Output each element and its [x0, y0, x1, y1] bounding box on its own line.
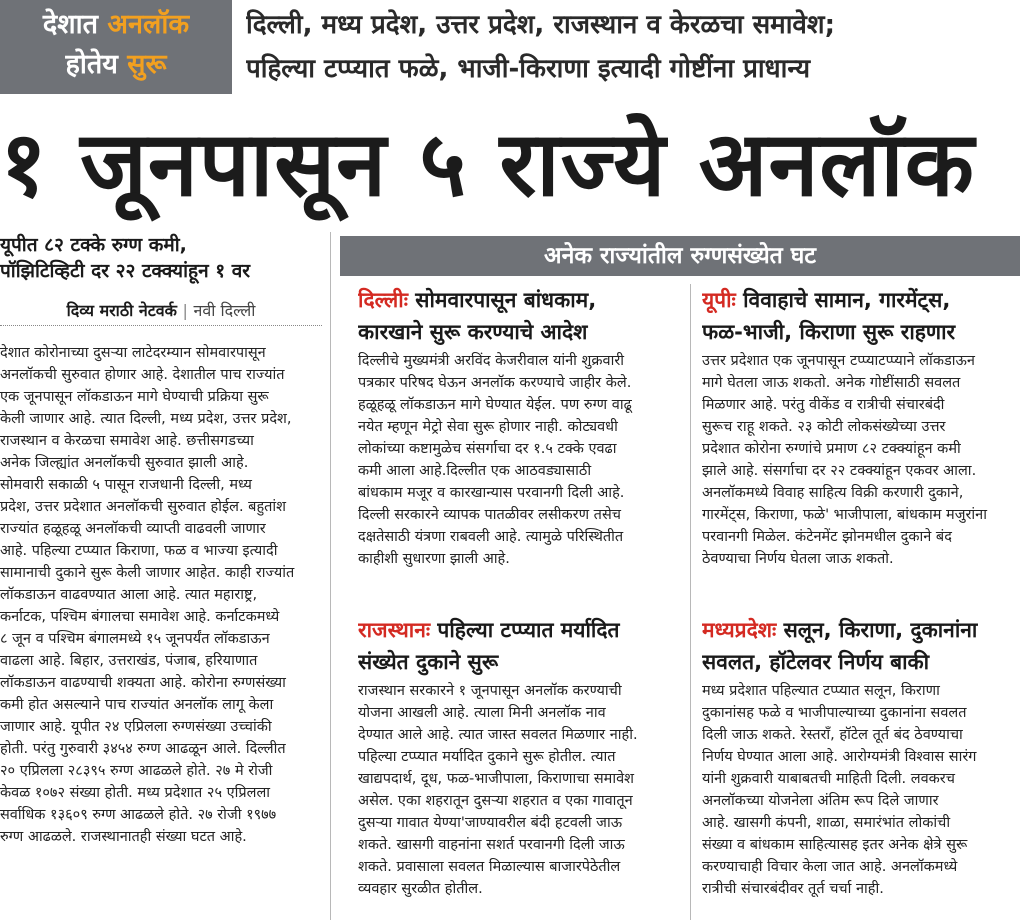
- body-text-line: वाढला आहे. बिहार, उत्तराखंड, पंजाब, हरियाणात: [0, 653, 258, 669]
- body-text-line: शकते. खासगी वाहनांना सशर्त परवानगी दिली जाऊ: [358, 837, 625, 853]
- body-text-line: दक्षतेसाठी यंत्रणा राबवली आहे. त्यामुळे परिस्थितीत: [358, 529, 624, 545]
- body-text-line: लोकांच्या कष्टामुळेच संसर्गाचा दर १.५ टक्के एवढा: [358, 441, 617, 457]
- body-text-line: लॉकडाऊन वाढण्याची शक्यता आहे. कोरोना रुग्णसंख्या: [0, 675, 286, 691]
- byline-divider: [0, 325, 322, 326]
- side-heading-line: यूपीत ८२ टक्के रुग्ण कमी,: [0, 234, 187, 256]
- body-text-line: प्रदेश, उत्तर प्रदेशात अनलॉकची सुरुवात होईल. बहुतांश: [0, 499, 287, 515]
- body-text-line: पत्रकार परिषद घेऊन अनलॉक करण्याचे जाहीर केले.: [358, 375, 632, 391]
- tag-highlight-word: सुरू: [127, 49, 167, 80]
- body-text-line: देण्यात आले आहे. त्यात जास्त सवलत मिळणार नाही.: [358, 727, 638, 743]
- delhi-heading-line-1: [358, 284, 680, 316]
- main-headline: १ जूनपासून ५ राज्ये अनलॉक: [0, 112, 975, 217]
- body-text-line: अनेक जिल्ह्यांत अनलॉकची सुरुवात झाली आहे.: [0, 455, 249, 471]
- body-text-line: कमी होत असल्याने पाच राज्यांत अनलॉक लागू केला: [0, 697, 274, 713]
- delhi-body: [358, 350, 680, 570]
- body-text-line: होती. परंतु गुरुवारी ३४५४ रुग्ण आढळून आले. दिल्लीत: [0, 741, 286, 757]
- body-text-line: शकते. प्रवासाला सवलत मिळाल्यास बाजारपेठेतील: [358, 859, 621, 875]
- byline-separator: |: [182, 301, 188, 320]
- tag-highlight-word: अनलॉक: [107, 9, 190, 40]
- side-heading-line: पॉझिटिव्हिटी दर २२ टक्क्यांहून १ वर: [0, 260, 251, 282]
- body-text-line: २० एप्रिलला २८३९५ रुग्ण आढळले होते. २७ मे रोजी: [0, 763, 273, 779]
- body-text-line: खाद्यपदार्थ, दूध, फळ-भाजीपाला, किराणाचा समावेश: [358, 771, 634, 787]
- body-text-line: करण्याचाही विचार केला जात आहे. अनलॉकमध्ये: [702, 859, 958, 875]
- subheadline-line-2: पहिल्या टप्प्यात फळे, भाजी-किराणा इत्यादी गोष्टींना प्राधान्य: [246, 54, 811, 84]
- section-tag-line-1: [0, 6, 232, 44]
- body-text-line: राजस्थान सरकारने १ जूनपासून अनलॉक करण्याची: [358, 683, 622, 699]
- body-text-line: कमी आला आहे.दिल्लीत एक आठवड्यासाठी: [358, 463, 592, 479]
- body-text-line: असेल. एका शहरातून दुसऱ्या शहरात व एका गावातून: [358, 793, 633, 809]
- body-text-line: सर्वाधिक १३६०९ रुग्ण आढळले होते. २७ रोजी १९७७: [0, 807, 277, 823]
- body-text-line: राज्यांत हळूहळू अनलॉकची व्याप्ती वाढवली जाणार: [0, 521, 266, 537]
- body-text-line: कर्नाटक, पश्चिम बंगालचा समावेश आहे. कर्नाटकमध्ये: [0, 609, 280, 625]
- body-text-line: उत्तर प्रदेशात एक जूनपासून टप्प्याटप्प्याने लॉकडाऊन: [702, 353, 975, 369]
- body-text-line: ठेवण्याचा निर्णय घेतला जाऊ शकतो.: [702, 551, 894, 567]
- rajasthan-title: पहिल्या टप्प्यात मर्यादित: [430, 618, 620, 642]
- body-text-line: देशात कोरोनाच्या दुसऱ्या लाटेदरम्यान सोमवारपासून: [0, 345, 266, 361]
- body-text-line: नयेत म्हणून मेट्रो सेवा सुरू होणार नाही. कोट्यवधी: [358, 419, 618, 435]
- body-text-line: केली जाणार आहे. त्यात दिल्ली, मध्य प्रदेश, उत्तर प्रदेश,: [0, 411, 292, 427]
- section-tag: [0, 0, 232, 94]
- body-text-line: पहिल्या टप्प्यात मर्यादित दुकाने सुरू होतील. त्यात: [358, 749, 616, 765]
- body-text-line: ८ जून व पश्चिम बंगालमध्ये १५ जूनपर्यंत लॉकडाऊन: [0, 631, 270, 647]
- section-banner: अनेक राज्यांतील रुग्णसंख्येत घट: [340, 236, 1020, 276]
- column-divider: [330, 232, 331, 920]
- up-heading-line-1: [702, 284, 1020, 316]
- body-text-line: संख्या व बांधकाम साहित्यासह इतर अनेक क्षेत्रे सुरू: [702, 837, 968, 853]
- rajasthan-heading-line-2: संख्येत दुकाने सुरू: [358, 650, 499, 674]
- body-text-line: मध्य प्रदेशात पहिल्यात टप्प्यात सलून, किराणा: [702, 683, 940, 699]
- body-text-line: सामानाची दुकाने सुरू केली जाणार आहेत. काही राज्यांत: [0, 565, 295, 581]
- delhi-label: दिल्लीः: [358, 288, 408, 312]
- body-text-line: दिली जाऊ शकते. रेस्तराँ, हॉटेल तूर्त बंद ठेवण्याचा: [702, 727, 963, 743]
- body-text-line: अनलॉकच्या योजनेला अंतिम रूप दिले जाणार: [702, 793, 939, 809]
- rajasthan-label: राजस्थानः: [358, 618, 431, 642]
- delhi-heading: [358, 284, 680, 348]
- side-heading: [0, 232, 322, 284]
- byline-agency: दिव्य मराठी नेटवर्क: [66, 301, 177, 320]
- main-article-body: [0, 342, 322, 848]
- tag-word: होतेय: [65, 49, 118, 80]
- body-text-line: जाणार आहे. यूपीत २४ एप्रिलला रुग्णसंख्या उच्चांकी: [0, 719, 272, 735]
- mp-body: [702, 680, 1020, 900]
- body-text-line: काहीशी सुधारणा झाली आहे.: [358, 551, 510, 567]
- rajasthan-body: [358, 680, 680, 900]
- body-text-line: परवानगी मिळेल. कंटेनमेंट झोनमधील दुकाने बंद: [702, 529, 952, 545]
- mp-label: मध्यप्रदेशः: [702, 618, 777, 642]
- body-text-line: राजस्थान व केरळचा समावेश आहे. छत्तीसगडच्या: [0, 433, 254, 449]
- mp-heading-line-2: सवलत, हॉटेलवर निर्णय बाकी: [702, 650, 930, 674]
- up-heading-line-2: फळ-भाजी, किराणा सुरू राहणार: [702, 320, 956, 344]
- body-text-line: व्यवहार सुरळीत होतील.: [358, 881, 483, 897]
- body-text-line: सुरूच राहू शकते. २३ कोटी लोकसंख्येच्या उत्तर: [702, 419, 946, 435]
- body-text-line: प्रदेशात कोरोना रुग्णांचे प्रमाण ८२ टक्क्यांहून कमी: [702, 441, 961, 457]
- body-text-line: अनलॉकमध्ये विवाह साहित्य विक्री करणारी दुकाने,: [702, 485, 964, 501]
- body-text-line: दुकानांसह फळे व भाजीपाल्याच्या दुकानांना सवलत: [702, 705, 967, 721]
- up-label: यूपीः: [702, 288, 736, 312]
- body-text-line: दिल्ली सरकारने व्यापक पातळीवर लसीकरण तसेच: [358, 507, 621, 523]
- byline-city: नवी दिल्ली: [193, 301, 256, 320]
- rajasthan-heading-line-1: [358, 614, 680, 646]
- body-text-line: एक जूनपासून लॉकडाऊन मागे घेण्याची प्रक्रिया सुरू: [0, 389, 269, 405]
- up-title: विवाहाचे सामान, गारमेंट्स,: [735, 288, 951, 312]
- mp-heading: [702, 614, 1020, 678]
- body-text-line: मिळणार आहे. परंतु वीकेंड व रात्रीची संचारबंदी: [702, 397, 945, 413]
- subheadline-line-1: दिल्ली, मध्य प्रदेश, उत्तर प्रदेश, राजस्थान व केरळचा समावेश;: [246, 10, 835, 40]
- body-text-line: सोमवारी सकाळी ५ पासून राजधानी दिल्ली, मध्य: [0, 477, 252, 493]
- tag-word: देशात: [42, 9, 99, 40]
- body-text-line: रात्रीची संचारबंदीवर तूर्त चर्चा नाही.: [702, 881, 884, 897]
- body-text-line: गारमेंट्स, किराणा, फळे' भाजीपाला, बांधकाम मजुरांना: [702, 507, 987, 523]
- rajasthan-heading: [358, 614, 680, 678]
- body-text-line: अनलॉकची सुरुवात होणार आहे. देशातील पाच राज्यांत: [0, 367, 285, 383]
- body-text-line: झाले आहे. संसर्गाचा दर २२ टक्क्यांहून एकवर आला.: [702, 463, 977, 479]
- body-text-line: रुग्ण आढळले. राजस्थानातही संख्या घटत आहे.: [0, 829, 247, 845]
- body-text-line: निर्णय घेण्यात आला आहे. आरोग्यमंत्री विश्वास सारंग: [702, 749, 977, 765]
- body-text-line: मागे घेतला जाऊ शकतो. अनेक गोष्टींसाठी सवलत: [702, 375, 961, 391]
- up-body: [702, 350, 1020, 570]
- body-text-line: आहे. खासगी कंपनी, शाळा, समारंभांत लोकांची: [702, 815, 951, 831]
- up-heading: [702, 284, 1020, 348]
- body-text-line: दिल्लीचे मुख्यमंत्री अरविंद केजरीवाल यांनी शुक्रवारी: [358, 353, 625, 369]
- mp-title: सलून, किराणा, दुकानांना: [776, 618, 978, 642]
- body-text-line: केवळ १०७२ संख्या होती. मध्य प्रदेशात २५ एप्रिलला: [0, 785, 271, 801]
- body-text-line: यांनी शुक्रवारी याबाबतची माहिती दिली. लवकरच: [702, 771, 955, 787]
- delhi-title: सोमवारपासून बांधकाम,: [407, 288, 597, 312]
- byline: [0, 298, 322, 324]
- body-text-line: दुसऱ्या गावात येण्या'जाण्यावरील बंदी हटवली जाऊ: [358, 815, 623, 831]
- body-text-line: बांधकाम मजूर व कारखान्यास परवानगी दिली आहे.: [358, 485, 625, 501]
- body-text-line: लॉकडाऊन वाढवण्यात आला आहे. त्यात महाराष्ट्र,: [0, 587, 258, 603]
- mp-heading-line-1: [702, 614, 1020, 646]
- body-text-line: आहे. पहिल्या टप्प्यात किराणा, फळ व भाज्या इत्यादी: [0, 543, 278, 559]
- column-divider: [690, 284, 691, 920]
- body-text-line: हळूहळू लॉकडाऊन मागे घेण्यात येईल. पण रुग्ण वाढू: [358, 397, 632, 413]
- section-tag-line-2: [0, 46, 232, 84]
- body-text-line: योजना आखली आहे. त्याला मिनी अनलॉक नाव: [358, 705, 606, 721]
- delhi-heading-line-2: कारखाने सुरू करण्याचे आदेश: [358, 320, 588, 344]
